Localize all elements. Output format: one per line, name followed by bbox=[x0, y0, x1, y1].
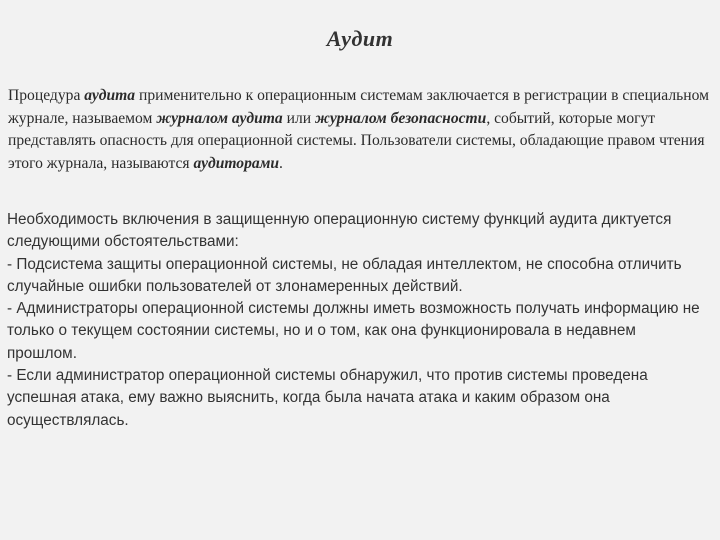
reason-item: - Если администратор операционной системы обнаружил, что против системы проведена успешная атака, ему важно выяснить, когда была начата атака и каким образом она осуществлялась. bbox=[7, 367, 648, 429]
page-title: Аудит bbox=[326, 26, 394, 51]
reasons-intro: Необходимость включения в защищенную операционную систему функций аудита диктуется следующими обстоятельствами: bbox=[7, 211, 672, 251]
definition-text: применительно к операционным системам заключается в регистрации в специальном журнале, называемом bbox=[8, 87, 709, 127]
reason-item: - Администраторы операционной системы должны иметь возможность получать информацию не только о текущем состоянии системы, но и о том, как она функционировала в недавнем прошлом. bbox=[7, 300, 700, 362]
definition-text: Процедура bbox=[8, 87, 85, 104]
definition-text: , событий, которые могут представлять опасность для операционной системы. Пользователи системы, обладающие правом чтения этого журнала, называются bbox=[8, 109, 705, 172]
definition-paragraph bbox=[8, 85, 720, 175]
reasons-section bbox=[7, 209, 707, 432]
term-audit-journal: журналом аудита bbox=[156, 109, 283, 127]
term-auditors: аудиторами bbox=[193, 154, 280, 172]
term-audit: аудита bbox=[84, 87, 136, 104]
reason-item: - Подсистема защиты операционной системы, не обладая интеллектом, не способна отличить случайные ошибки пользователей от злонамеренных действий. bbox=[7, 255, 682, 295]
term-security-journal: журналом безопасности bbox=[315, 109, 487, 127]
definition-text: или bbox=[282, 109, 315, 127]
definition-text: . bbox=[279, 154, 283, 172]
